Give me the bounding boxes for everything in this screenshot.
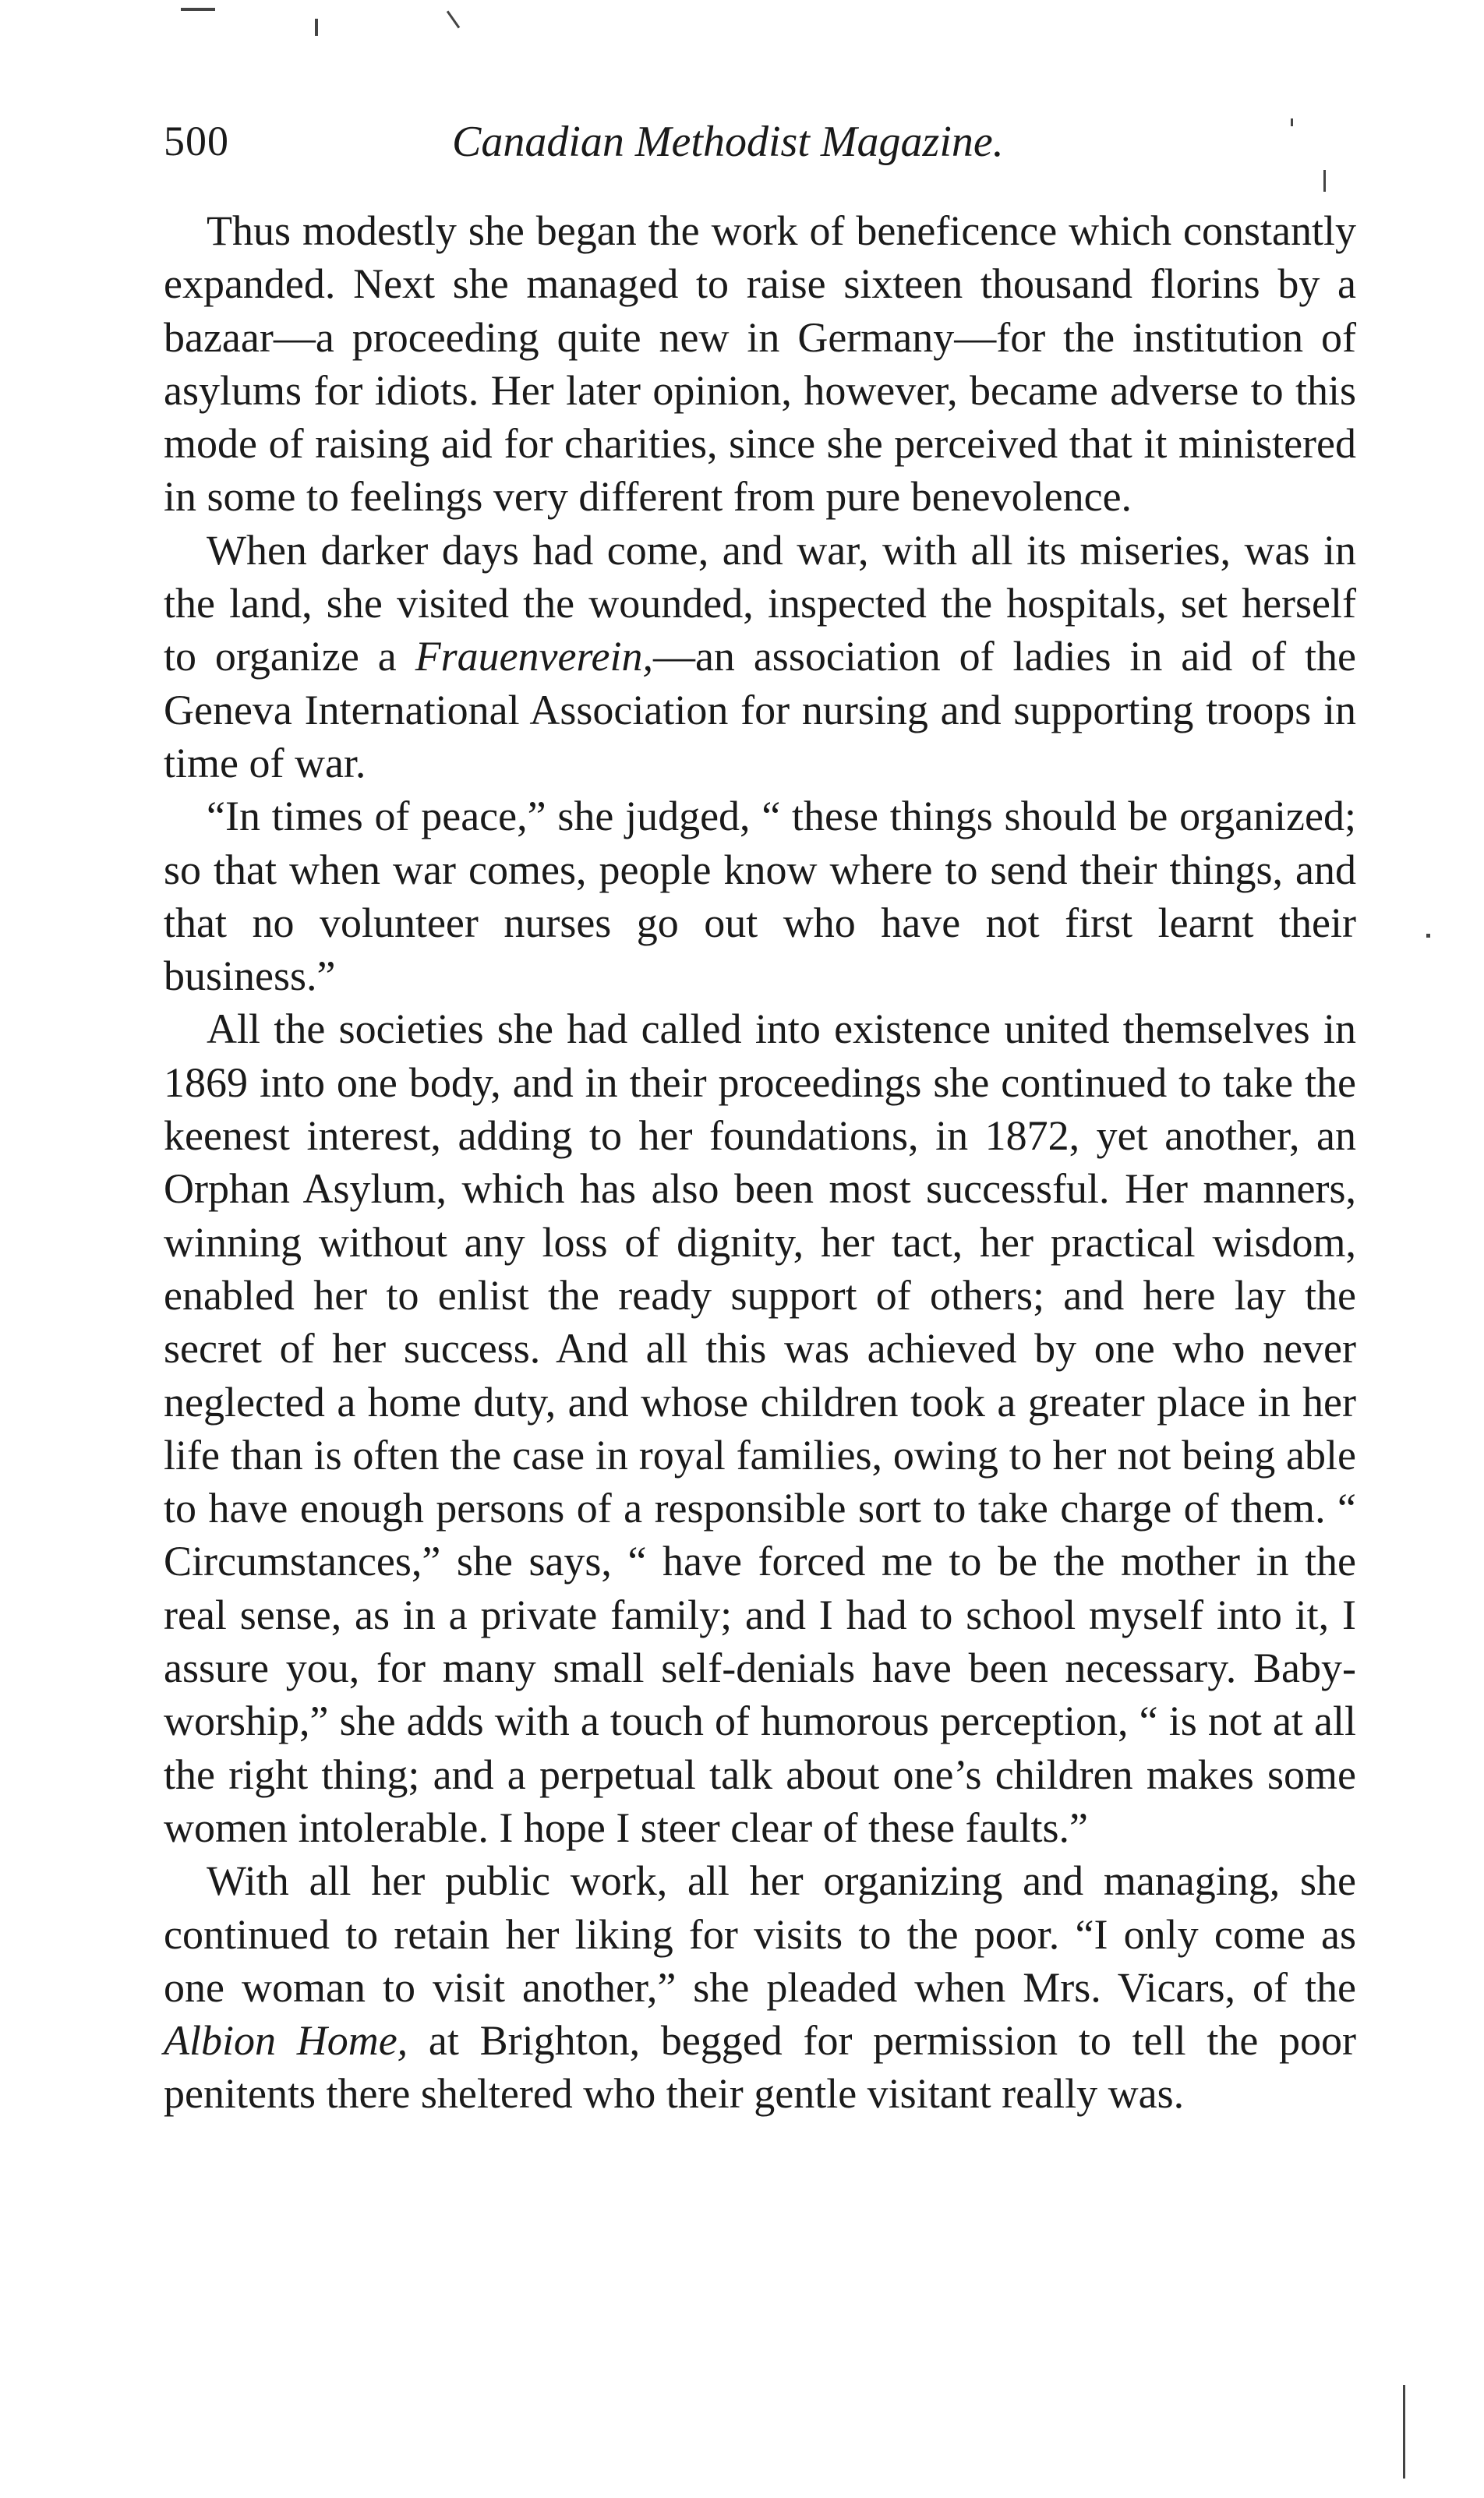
paragraph-text: —an association of ladies in aid of the Geneva International Association for nursing and supporting troops in time of war. xyxy=(164,633,1356,786)
paragraph-text: With all her public work, all her organizing and managing, she continued to retain her liking for visits to the poor. “I only come as one woman to visit another,” she pleaded when Mrs. Vicars, of the xyxy=(164,1857,1356,2011)
paragraph xyxy=(164,1854,1356,2120)
paragraph xyxy=(164,790,1356,1002)
scan-speck xyxy=(181,8,215,11)
paragraph-text: “In times of peace,” she judged, “ these things should be organized; so that when war comes, people know where to send their things, and that no volunteer nurses go out who have not first learnt their business.” xyxy=(164,793,1356,1000)
page-header xyxy=(164,117,1364,179)
italic-phrase: Albion Home, xyxy=(164,2017,408,2065)
paragraph xyxy=(164,524,1356,790)
scan-speck xyxy=(315,19,318,36)
paragraph-text: When darker days had come, and war, with all its miseries, was in the land, she visited the wounded, inspected the hospitals, set herself to organize a xyxy=(164,526,1356,680)
paragraph-text: All the societies she had called into existence united themselves in 1869 into one body, and in their proceedings she continued to take the keenest interest, adding to her foundations, in 1872, yet another, an Orphan Asylum, which has also been most successful. Her manners, winning without any loss of dignity, her tact, her practical wisdom, enabled her to enlist the ready support of others; and here lay the secret of her success. And all this was achieved by one who never neglected a home duty, and whose children took a greater place in her life than is often the case in royal families, owing to her not being able to have enough persons of a responsible sort to take charge of them. “ Circumstances,” she says, “ have forced me to be the mother in the real sense, as in a private family; and I had to school myself into it, I assure you, for many small self-denials have been necessary. Baby-worship,” she adds with a touch of humorous perception, “ is not at all the right thing; and a perpetual talk about one’s children makes some women intolerable. I hope I steer clear of these faults.” xyxy=(164,1005,1356,1851)
page-number: 500 xyxy=(164,118,229,164)
paragraph-text: at Brighton, begged for permission to tell the poor penitents there sheltered who their gentle visitant really was. xyxy=(164,2017,1356,2118)
scan-speck xyxy=(447,10,460,28)
italic-phrase: Frauenverein, xyxy=(415,633,653,680)
article-body xyxy=(164,204,1356,2121)
paragraph-text: Thus modestly she began the work of beneficence which constantly expanded. Next she managed to raise sixteen thousand florins by a bazaar—a proceeding quite new in Germany—for the institution of asylums for idiots. Her later opinion, however, became adverse to this mode of raising aid for charities, since she perceived that it ministered in some to feelings very different from pure benevolence. xyxy=(164,207,1356,521)
scan-speck xyxy=(1426,934,1430,938)
running-title: Canadian Methodist Magazine. xyxy=(452,118,1004,166)
paragraph xyxy=(164,1002,1356,1854)
scan-speck xyxy=(1403,2385,1405,2479)
paragraph xyxy=(164,204,1356,524)
